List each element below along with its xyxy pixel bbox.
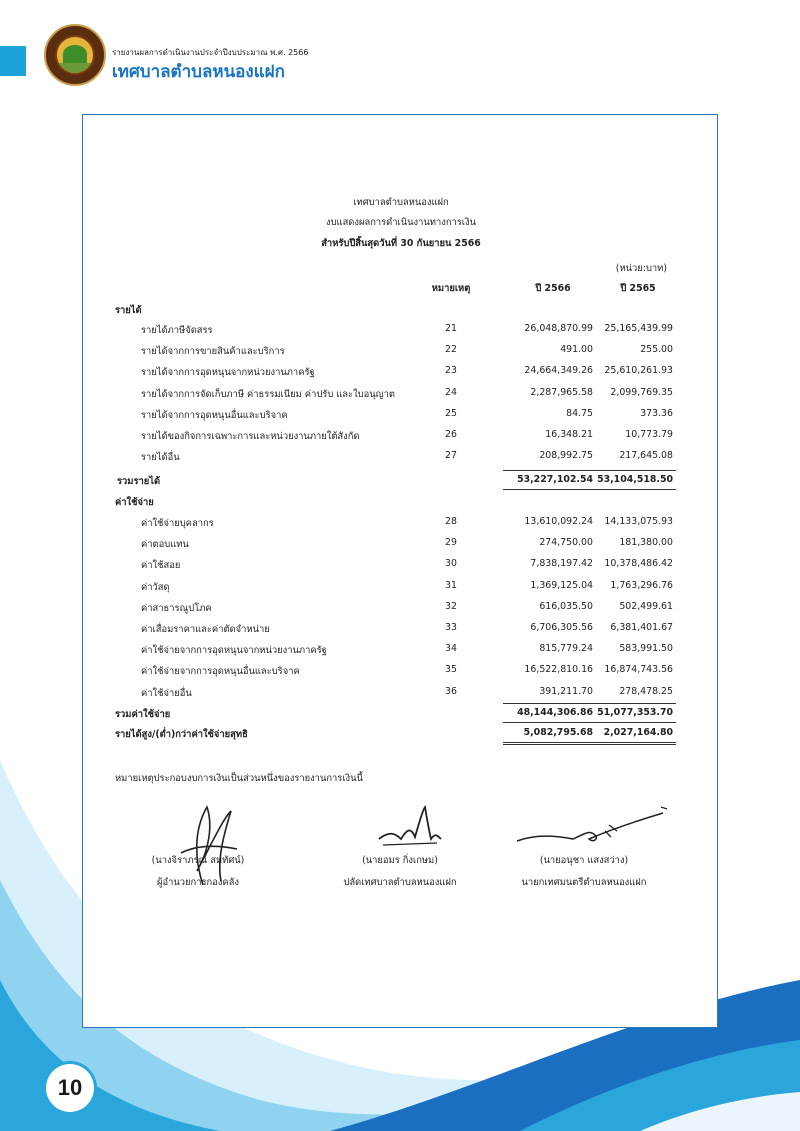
revenue-note: 21 — [445, 323, 457, 334]
expense-value-2566: 616,035.50 — [539, 600, 593, 612]
revenue-label: รายได้จากการอุดหนุนจากหน่วยงานภาครัฐ — [141, 367, 315, 379]
statement-frame — [82, 114, 718, 1028]
expense-value-2566: 7,838,197.42 — [530, 558, 593, 570]
expense-label: ค่าใช้จ่ายจากการอุดหนุนอื่นและบริจาค — [141, 666, 300, 678]
expense-note: 29 — [445, 537, 457, 549]
signature-municipal-clerk — [375, 805, 445, 851]
expense-value-2566: 1,369,125.04 — [530, 579, 593, 591]
net-double-rule — [591, 742, 676, 743]
net-result-2565: 2,027,164.80 — [603, 727, 673, 738]
expense-value-2566: 815,779.24 — [539, 643, 593, 655]
financial-statement — [83, 115, 717, 1027]
revenue-total-rule — [591, 489, 676, 490]
expense-total-2565: 51,077,353.70 — [597, 707, 673, 718]
expense-label: ค่าใช้จ่ายอื่น — [141, 687, 192, 699]
signature-mayor — [513, 805, 673, 849]
column-header-year-2566: ปี 2566 — [535, 283, 571, 294]
revenue-label: รายได้ของกิจการเฉพาะการและหน่วยงานภายใต้สังกัด — [141, 431, 360, 442]
revenue-value-2565: 10,773.79 — [625, 429, 673, 440]
revenue-note: 27 — [445, 450, 457, 462]
expense-value-2565: 6,381,401.67 — [610, 622, 673, 633]
page-number: 10 — [46, 1064, 94, 1112]
organization-name: เทศบาลตำบลหนองแฝก — [112, 62, 285, 82]
revenue-total-label: รวมรายได้ — [117, 476, 161, 487]
revenue-label: รายได้อื่น — [141, 452, 180, 464]
revenue-value-2566: 24,664,349.26 — [524, 365, 593, 377]
revenue-note: 25 — [445, 407, 457, 419]
column-header-year-2565: ปี 2565 — [620, 283, 656, 294]
expense-value-2566: 6,706,305.56 — [530, 622, 593, 633]
revenue-value-2566: 16,348.21 — [545, 429, 593, 440]
revenue-note: 22 — [445, 344, 457, 356]
revenue-value-2565: 25,610,261.93 — [604, 365, 673, 377]
net-double-rule — [591, 744, 676, 745]
expense-note: 35 — [445, 664, 457, 676]
expense-value-2566: 16,522,810.16 — [524, 664, 593, 676]
expense-label: ค่าตอบแทน — [141, 539, 189, 551]
expense-note: 36 — [445, 685, 457, 697]
column-header-note: หมายเหตุ — [431, 283, 471, 294]
revenue-value-2566: 491.00 — [560, 344, 593, 356]
revenue-value-2566: 84.75 — [566, 407, 593, 419]
unit-label: (หน่วย:บาท) — [615, 263, 667, 274]
expense-label: ค่าสาธารณูปโภค — [141, 602, 212, 614]
expense-label: ค่าใช้สอย — [141, 560, 181, 572]
expense-value-2566: 391,211.70 — [539, 685, 593, 697]
net-result-label: รายได้สูง/(ต่ำ)กว่าค่าใช้จ่ายสุทธิ — [115, 729, 248, 740]
expense-note: 31 — [445, 579, 457, 591]
net-result-2566: 5,082,795.68 — [523, 727, 593, 738]
expense-value-2565: 502,499.61 — [619, 600, 673, 612]
expense-note: 28 — [445, 516, 457, 527]
statement-footnote: หมายเหตุประกอบงบการเงินเป็นส่วนหนึ่งของรายงานการเงินนี้ — [115, 773, 363, 784]
expense-note: 30 — [445, 558, 457, 570]
expense-total-rule — [591, 722, 676, 723]
statement-period: สำหรับปีสิ้นสุดวันที่ 30 กันยายน 2566 — [321, 238, 481, 249]
report-subtitle: รายงานผลการดำเนินงานประจำปีงบประมาณ พ.ศ. 2566 — [112, 48, 309, 57]
revenue-label: รายได้ภาษีจัดสรร — [141, 325, 213, 336]
revenue-value-2565: 373.36 — [640, 407, 673, 419]
revenue-note: 24 — [445, 386, 457, 398]
revenue-value-2566: 208,992.75 — [539, 450, 593, 462]
expense-heading: ค่าใช้จ่าย — [115, 497, 154, 508]
expense-note: 34 — [445, 643, 457, 655]
expense-total-label: รวมค่าใช้จ่าย — [115, 709, 171, 720]
revenue-note: 23 — [445, 365, 457, 377]
revenue-value-2565: 255.00 — [640, 344, 673, 356]
signature-name: (นายอมร กิ่งเกษม) — [362, 855, 438, 866]
signature-role: ผู้อำนวยการกองคลัง — [156, 877, 239, 888]
signature-role: ปลัดเทศบาลตำบลหนองแฝก — [343, 877, 457, 888]
expense-subtotal-rule — [503, 703, 593, 704]
net-double-rule — [503, 744, 593, 745]
revenue-total-rule — [503, 489, 593, 490]
expense-note: 33 — [445, 622, 457, 633]
revenue-total-2566: 53,227,102.54 — [517, 474, 593, 485]
signature-name: (นายอนุชา แสงสว่าง) — [539, 855, 629, 866]
revenue-note: 26 — [445, 429, 457, 440]
net-double-rule — [503, 742, 593, 743]
revenue-heading: รายได้ — [115, 305, 142, 316]
revenue-value-2565: 25,165,439.99 — [604, 323, 673, 334]
expense-value-2566: 274,750.00 — [539, 537, 593, 549]
expense-label: ค่าใช้จ่ายบุคลากร — [141, 518, 214, 529]
expense-subtotal-rule — [591, 703, 676, 704]
revenue-value-2565: 2,099,769.35 — [610, 386, 673, 398]
expense-label: ค่าวัสดุ — [141, 581, 170, 593]
expense-value-2565: 1,763,296.76 — [610, 579, 673, 591]
expense-value-2565: 583,991.50 — [619, 643, 673, 655]
signature-role: นายกเทศมนตรีตำบลหนองแฝก — [521, 877, 647, 888]
revenue-total-2565: 53,104,518.50 — [597, 474, 673, 485]
expense-total-rule — [503, 722, 593, 723]
expense-note: 32 — [445, 600, 457, 612]
expense-value-2565: 181,380.00 — [619, 537, 673, 549]
expense-label: ค่าใช้จ่ายจากการอุดหนุนจากหน่วยงานภาครัฐ — [141, 645, 327, 657]
revenue-subtotal-rule — [503, 470, 593, 471]
signature-finance-director — [173, 801, 243, 889]
statement-title-org: เทศบาลตำบลหนองแฝก — [353, 197, 449, 208]
revenue-label: รายได้จากการขายสินค้าและบริการ — [141, 346, 285, 358]
revenue-value-2566: 26,048,870.99 — [524, 323, 593, 334]
expense-label: ค่าเสื่อมราคาและค่าตัดจำหน่าย — [141, 624, 270, 635]
expense-value-2565: 16,874,743.56 — [604, 664, 673, 676]
expense-total-2566: 48,144,306.86 — [517, 707, 593, 718]
revenue-subtotal-rule — [591, 470, 676, 471]
signature-name: (นางจิราภรณ์ สมทัศน์) — [151, 855, 245, 866]
expense-value-2566: 13,610,092.24 — [524, 516, 593, 527]
revenue-value-2566: 2,287,965.58 — [530, 386, 593, 398]
revenue-label: รายได้จากการจัดเก็บภาษี ค่าธรรมเนียม ค่าปรับ และใบอนุญาต — [141, 388, 395, 400]
revenue-value-2565: 217,645.08 — [619, 450, 673, 462]
statement-title: งบแสดงผลการดำเนินงานทางการเงิน — [326, 217, 476, 228]
revenue-label: รายได้จากการอุดหนุนอื่นและบริจาค — [141, 409, 288, 421]
expense-value-2565: 14,133,075.93 — [604, 516, 673, 527]
expense-value-2565: 278,478.25 — [619, 685, 673, 697]
expense-value-2565: 10,378,486.42 — [604, 558, 673, 570]
